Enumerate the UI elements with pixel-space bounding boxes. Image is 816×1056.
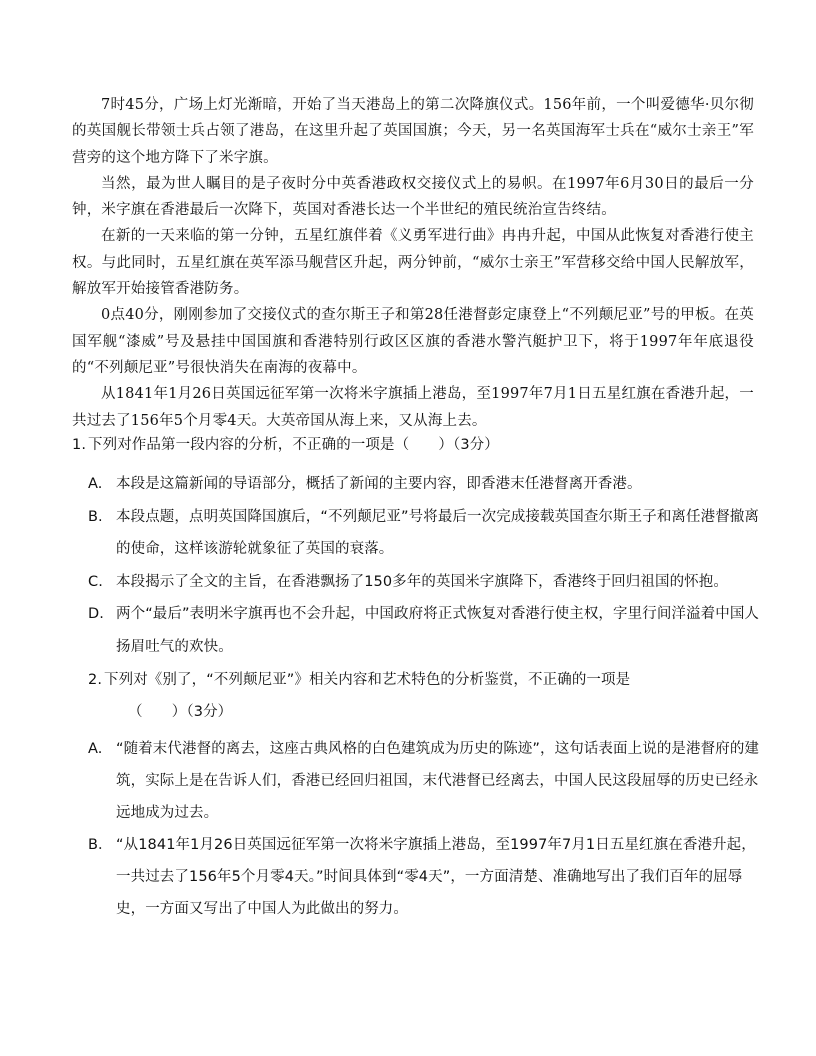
- passage-paragraph-4: 0点40分，刚刚参加了交接仪式的查尔斯王子和第28任港督彭定康登上“不列颠尼亚”号的甲板。在英国军舰“漆威”号及悬挂中国国旗和香港特别行政区区旗的香港水警汽艇护卫下，将于1997年年底退役的“不列颠尼亚”号很快消失在南海的夜幕中。: [72, 307, 754, 376]
- question-2-number: 2.: [88, 672, 103, 688]
- option-text: “从1841年1月26日英国远征军第一次将米字旗插上港岛，至1997年7月1日五星红旗在香港升起，一共过去了156年5个月零4天。”时间具体到“零4天”，一方面清楚、准确地写出了我们百年的屈辱史，一方面又写出了中国人为此做出的努力。: [116, 837, 756, 917]
- questions-section: [72, 432, 762, 925]
- option-letter: A.: [88, 741, 103, 757]
- option-text: “随着末代港督的离去，这座古典风格的白色建筑成为历史的陈迹”，这句话表面上说的是港督府的建筑，实际上是在告诉人们，香港已经回归祖国，末代港督已经离去，中国人民这段屈辱的历史已经永远地成为过去。: [116, 741, 760, 821]
- question-1-option-b: [72, 501, 762, 566]
- passage-paragraph-2: 当然，最为世人瞩目的是子夜时分中英香港政权交接仪式上的易帜。在1997年6月30日的最后一分钟，米字旗在香港最后一次降下，英国对香港长达一个半世纪的殖民统治宣告终结。: [72, 175, 754, 219]
- question-1-option-d: [72, 598, 762, 663]
- question-1-option-c: [72, 566, 762, 599]
- passage-paragraph-5: 从1841年1月26日英国远征军第一次将米字旗插上港岛，至1997年7月1日五星红旗在香港升起，一共过去了156年5个月零4天。大英帝国从海上来，又从海上去。: [72, 386, 754, 429]
- option-letter: B．: [88, 837, 113, 853]
- option-text: 两个“最后”表明米字旗再也不会升起，中国政府将正式恢复对香港行使主权，字里行间洋溢着中国人扬眉吐气的欢快。: [116, 606, 760, 655]
- question-1-text: 下列对作品第一段内容的分析，不正确的一项是（ ）（3分）: [88, 437, 499, 453]
- news-passage: [72, 92, 754, 434]
- option-text: 本段是这篇新闻的导语部分，概括了新闻的主要内容，即香港末任港督离开香港。: [116, 476, 642, 492]
- question-1-stem: [72, 432, 762, 458]
- question-2-option-b: [72, 829, 762, 925]
- option-letter: C.: [88, 573, 103, 590]
- option-letter: D.: [88, 606, 104, 622]
- option-letter: A.: [88, 476, 103, 492]
- passage-paragraph-1: 7时45分，广场上灯光渐暗，开始了当天港岛上的第二次降旗仪式。156年前，一个叫爱德华·贝尔彻的英国舰长带领士兵占领了港岛，在这里升起了英国国旗；今天，另一名英国海军士兵在“威尔士亲王”军营旁的这个地方降下了米字旗。: [72, 97, 754, 166]
- question-1-option-a: [72, 468, 762, 501]
- question-2: [72, 667, 762, 925]
- question-2-text: 下列对《别了，“不列颠尼亚”》相关内容和艺术特色的分析鉴赏，不正确的一项是: [104, 672, 631, 688]
- option-text: 本段点题，点明英国降国旗后，“不列颠尼亚”号将最后一次完成接载英国查尔斯王子和离任港督撤离的使命，这样该游轮就象征了英国的衰落。: [116, 508, 760, 557]
- question-1-number: 1.: [72, 437, 87, 453]
- question-2-stem: [88, 667, 762, 693]
- question-2-score: （ ）（3分）: [128, 704, 233, 720]
- question-2-option-a: [72, 733, 762, 829]
- passage-paragraph-3: 在新的一天来临的第一分钟，五星红旗伴着《义勇军进行曲》冉冉升起，中国从此恢复对香港行使主权。与此同时，五星红旗在英军添马舰营区升起，两分钟前，“威尔士亲王”军营移交给中国人民解放军，解放军开始接管香港防务。: [72, 228, 754, 298]
- question-1: [72, 432, 762, 663]
- option-letter: B.: [88, 508, 103, 525]
- option-text: 本段揭示了全文的主旨，在香港飘扬了150多年的英国米字旗降下，香港终于回归祖国的怀抱。: [116, 573, 728, 590]
